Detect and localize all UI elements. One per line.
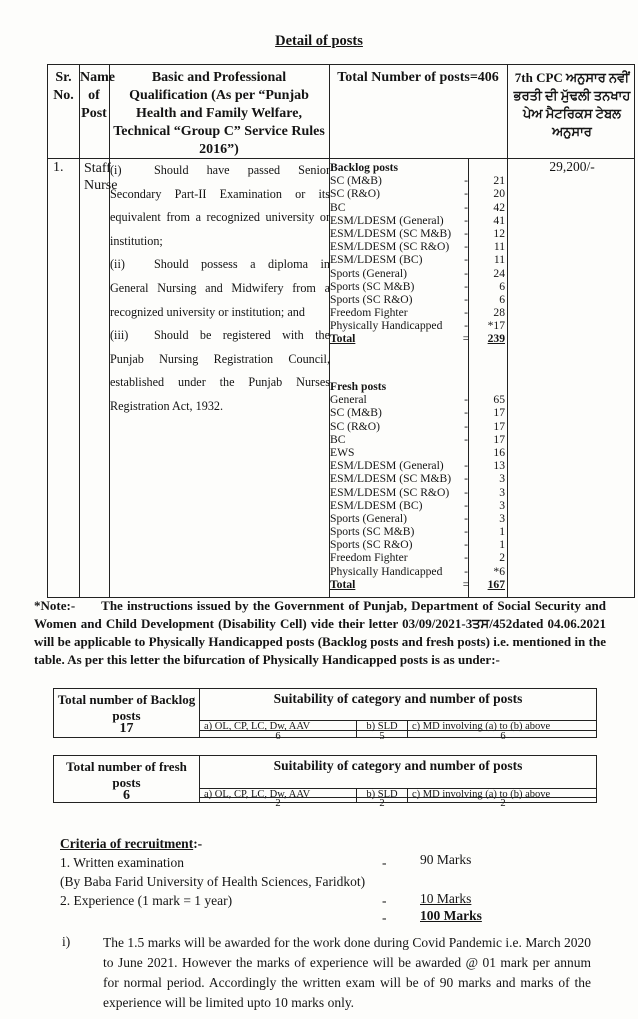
list-item bbox=[330, 280, 508, 293]
point-number: i) bbox=[62, 934, 71, 949]
ph-fresh-total: 6 bbox=[123, 788, 130, 803]
list-item-label: ESM/LDESM (SC R&O) bbox=[330, 240, 450, 254]
list-item-label: Physically Handicapped bbox=[330, 319, 443, 333]
list-item bbox=[330, 420, 508, 433]
list-item-value: 13 bbox=[493, 459, 505, 473]
ph-fresh-right-title: Suitability of category and number of posts bbox=[273, 758, 523, 773]
qualification-item: (ii) Should possess a diploma in General Nursing and Midwifery from a recognized university or institution; and bbox=[110, 257, 330, 319]
list-total-label: Total bbox=[330, 577, 356, 591]
page-title-text: Detail of posts bbox=[275, 33, 363, 49]
list-item-sep: - bbox=[464, 485, 468, 499]
ph-fresh-suitability bbox=[200, 756, 596, 809]
ph-backlog-values bbox=[200, 730, 596, 742]
ph-fresh-left-title: Total number of fresh posts bbox=[66, 759, 187, 790]
header-pay: 7th CPC ਅਨੁਸਾਰ ਨਵੀਂ ਭਰਤੀ ਦੀ ਮੁੱਢਲੀ ਤਨਖਾਹ ਪੇਅ ਮੈਟਰਿਕਸ ਟੇਬਲ ਅਨੁਸਾਰ bbox=[513, 70, 631, 139]
list-heading-text: Backlog posts bbox=[330, 161, 398, 174]
list-item bbox=[330, 433, 508, 446]
list-item bbox=[330, 512, 508, 525]
list-total bbox=[330, 578, 508, 591]
list-heading-text: Fresh posts bbox=[330, 380, 387, 393]
criteria-item-sep: - bbox=[382, 893, 387, 908]
header-name-of-post: Name of Post bbox=[80, 70, 115, 121]
list-item-value: 11 bbox=[493, 253, 505, 267]
criteria-item-value: 90 Marks bbox=[420, 852, 472, 867]
ph-category: b) SLD bbox=[356, 721, 407, 730]
ph-backlog-categories bbox=[200, 720, 596, 730]
list-item bbox=[330, 306, 508, 319]
table-divider bbox=[79, 65, 80, 597]
criteria-total-value: 100 Marks bbox=[420, 908, 482, 923]
list-total-value: 239 bbox=[487, 332, 505, 346]
list-item-sep: - bbox=[464, 174, 468, 188]
list-item bbox=[330, 486, 508, 499]
list-item-sep: - bbox=[464, 279, 468, 293]
ph-value: 2 bbox=[275, 798, 281, 809]
list-item bbox=[330, 319, 508, 332]
list-item-value: 6 bbox=[499, 279, 505, 293]
list-item-value: 28 bbox=[493, 306, 505, 320]
list-item-value: 21 bbox=[493, 174, 505, 188]
list-item-label: Sports (SC M&B) bbox=[330, 525, 415, 539]
list-item bbox=[330, 253, 508, 266]
list-item-value: 24 bbox=[493, 266, 505, 280]
fresh-heading bbox=[330, 380, 508, 393]
list-item-value: 3 bbox=[499, 485, 505, 499]
ph-fresh-values bbox=[200, 797, 596, 809]
ph-fresh-table bbox=[53, 755, 597, 809]
ph-value: 2 bbox=[356, 798, 407, 802]
list-item-sep: - bbox=[464, 432, 468, 446]
list-item-value: 17 bbox=[493, 432, 505, 446]
list-item bbox=[330, 538, 508, 551]
list-total-value: 167 bbox=[487, 577, 505, 591]
list-item-value: 6 bbox=[499, 292, 505, 306]
list-item bbox=[330, 214, 508, 227]
list-item bbox=[330, 187, 508, 200]
list-item-sep: - bbox=[464, 511, 468, 525]
header-sr-no: Sr. No. bbox=[53, 70, 74, 103]
list-item-label: General bbox=[330, 393, 367, 407]
list-item-sep: - bbox=[464, 226, 468, 240]
list-item-value: 1 bbox=[499, 538, 505, 552]
pay-value: 29,200/- bbox=[549, 159, 595, 174]
ph-backlog-total: 17 bbox=[119, 721, 134, 736]
list-item-sep: - bbox=[464, 551, 468, 565]
criteria-total-sep: - bbox=[382, 910, 387, 925]
list-item-sep: - bbox=[464, 419, 468, 433]
list-item-sep: - bbox=[464, 538, 468, 552]
list-item-sep: - bbox=[464, 213, 468, 227]
list-item bbox=[330, 174, 508, 187]
list-item bbox=[330, 565, 508, 578]
list-item-sep: - bbox=[464, 266, 468, 280]
ph-value: 5 bbox=[356, 731, 407, 737]
list-total-sep: = bbox=[462, 332, 470, 346]
criteria-item-label: (By Baba Farid University of Health Sciences, Faridkot) bbox=[60, 874, 366, 889]
header-qualification: Basic and Professional Qualification (As per “Punjab Health and Family Welfare, Technical “Group C” Service Rules 2016”) bbox=[113, 70, 325, 157]
list-item bbox=[330, 201, 508, 214]
list-item-label: SC (R&O) bbox=[330, 187, 380, 201]
list-item-label: ESM/LDESM (SC M&B) bbox=[330, 226, 452, 240]
list-item-label: Freedom Fighter bbox=[330, 306, 408, 320]
list-item-value: 1 bbox=[499, 525, 505, 539]
list-item-value: 2 bbox=[499, 551, 505, 565]
list-item-value: 3 bbox=[499, 498, 505, 512]
list-item-value: 41 bbox=[493, 213, 505, 227]
list-item-label: Freedom Fighter bbox=[330, 551, 408, 565]
ph-category: a) OL, CP, LC, Dw, AAV bbox=[204, 721, 311, 732]
qualifications bbox=[110, 159, 330, 419]
list-item bbox=[330, 446, 508, 459]
list-item-value: 3 bbox=[499, 511, 505, 525]
list-item bbox=[330, 406, 508, 419]
qualification-item: (i) Should have passed Senior Secondary Part-II Examination or its equivalent from a recognized university or institution; bbox=[110, 163, 330, 248]
list-item bbox=[330, 393, 508, 406]
list-item-label: Sports (SC R&O) bbox=[330, 538, 413, 552]
list-item-sep: - bbox=[464, 393, 468, 407]
list-item-sep: - bbox=[464, 240, 468, 254]
ph-backlog-suitability bbox=[200, 689, 596, 742]
list-item bbox=[330, 499, 508, 512]
ph-backlog-left-title: Total number of Backlog posts bbox=[57, 692, 196, 723]
criteria-item-value: 10 Marks bbox=[420, 891, 472, 906]
ph-value: 6 bbox=[275, 731, 281, 742]
list-item-label: ESM/LDESM (BC) bbox=[330, 498, 423, 512]
list-item-sep: - bbox=[464, 200, 468, 214]
list-item-value: 12 bbox=[493, 226, 505, 240]
note-text: *Note:- The instructions issued by the Government of Punjab, Department of Social Security and Women and Child Development (Disability Cell) vide their letter 03/09/2021-3ਤਸ/452dated 04.06.2021 will be applicable to Physically Handicapped posts (Backlog posts and fresh posts) i.e. mentioned in the table. As per this letter the bifurcation of Physically Handicapped posts is as under:- bbox=[34, 598, 606, 667]
list-item bbox=[330, 293, 508, 306]
posts-table bbox=[47, 64, 635, 598]
list-item-sep: - bbox=[464, 525, 468, 539]
list-item-label: SC (M&B) bbox=[330, 174, 382, 188]
list-item-value: *17 bbox=[487, 319, 505, 333]
ph-fresh-categories bbox=[200, 788, 596, 800]
list-item bbox=[330, 227, 508, 240]
list-item-value: 16 bbox=[493, 445, 505, 459]
header-total-posts: Total Number of posts=406 bbox=[337, 70, 499, 85]
list-item bbox=[330, 551, 508, 564]
ph-backlog-table bbox=[53, 688, 597, 742]
criteria-item-label: 2. Experience (1 mark = 1 year) bbox=[60, 893, 233, 908]
ph-value: 6 bbox=[407, 731, 598, 737]
list-item-label: EWS bbox=[330, 445, 355, 459]
list-item-value: 65 bbox=[493, 393, 505, 407]
ph-value: 2 bbox=[407, 798, 598, 802]
list-item-label: Physically Handicapped bbox=[330, 564, 443, 578]
ph-fresh-total-cell bbox=[54, 756, 200, 802]
list-item-label: BC bbox=[330, 200, 346, 214]
list-item-sep: - bbox=[464, 319, 468, 333]
criteria-item-sep: - bbox=[382, 855, 387, 870]
list-item-value: 17 bbox=[493, 406, 505, 420]
list-total bbox=[330, 332, 508, 345]
list-total-label: Total bbox=[330, 332, 356, 346]
list-item bbox=[330, 240, 508, 253]
ph-backlog-right-title: Suitability of category and number of posts bbox=[273, 691, 523, 706]
list-item-sep: - bbox=[464, 292, 468, 306]
list-item-value: *6 bbox=[493, 564, 505, 578]
list-item-sep: - bbox=[464, 564, 468, 578]
list-item-value: 42 bbox=[493, 200, 505, 214]
list-item-value: 3 bbox=[499, 472, 505, 486]
list-total-sep: = bbox=[462, 577, 470, 591]
sr-no: 1. bbox=[53, 160, 64, 175]
list-item bbox=[330, 472, 508, 485]
list-item-label: SC (R&O) bbox=[330, 419, 380, 433]
criteria-heading-suffix: :- bbox=[193, 836, 203, 851]
backlog-posts-list bbox=[330, 161, 508, 346]
list-item-sep: - bbox=[464, 459, 468, 473]
list-item-sep: - bbox=[464, 306, 468, 320]
list-item-label: ESM/LDESM (General) bbox=[330, 459, 444, 473]
list-item-value: 11 bbox=[493, 240, 505, 254]
fresh-posts-list bbox=[330, 380, 508, 591]
list-item bbox=[330, 525, 508, 538]
list-item-label: ESM/LDESM (SC R&O) bbox=[330, 485, 450, 499]
list-item-sep: - bbox=[464, 406, 468, 420]
ph-category: b) SLD bbox=[356, 789, 407, 797]
list-item-label: Sports (SC R&O) bbox=[330, 292, 413, 306]
list-item-label: ESM/LDESM (General) bbox=[330, 213, 444, 227]
point-text: The 1.5 marks will be awarded for the work done during Covid Pandemic i.e. March 2020 to June 2021. However the marks of experience will be awarded @ 01 mark per annum for normal period. Accordingly the written exam will be of 90 marks and marks of the experience will be limited upto 10 marks only. bbox=[103, 935, 591, 1010]
criteria-heading-text: Criteria of recruitment bbox=[60, 836, 194, 851]
ph-backlog-total-cell bbox=[54, 689, 200, 737]
list-item-label: BC bbox=[330, 432, 346, 446]
criteria-item-label: 1. Written examination bbox=[60, 855, 185, 870]
list-item-sep: - bbox=[464, 472, 468, 486]
list-item-label: ESM/LDESM (BC) bbox=[330, 253, 423, 267]
list-item-label: Sports (SC M&B) bbox=[330, 279, 415, 293]
list-item-sep: - bbox=[464, 498, 468, 512]
list-item-value: 17 bbox=[493, 419, 505, 433]
list-item-label: SC (M&B) bbox=[330, 406, 382, 420]
list-item-label: Sports (General) bbox=[330, 511, 407, 525]
list-item-sep: - bbox=[464, 253, 468, 267]
post-name: Staff Nurse bbox=[84, 161, 118, 193]
qualification-item: (iii) Should be registered with the Punjab Nursing Registration Council, established under the Punjab Nurses Registration Act, 1932. bbox=[110, 328, 330, 413]
page-title bbox=[0, 33, 638, 50]
list-item bbox=[330, 267, 508, 280]
ph-category: c) MD involving (a) to (b) above bbox=[407, 789, 598, 797]
criteria-heading bbox=[60, 836, 202, 852]
list-item-label: ESM/LDESM (SC M&B) bbox=[330, 472, 452, 486]
list-item-label: Sports (General) bbox=[330, 266, 407, 280]
ph-category: a) OL, CP, LC, Dw, AAV bbox=[204, 789, 311, 800]
list-item bbox=[330, 459, 508, 472]
backlog-heading bbox=[330, 161, 508, 174]
ph-category: c) MD involving (a) to (b) above bbox=[407, 721, 598, 730]
list-item-value: 20 bbox=[493, 187, 505, 201]
list-item-sep: - bbox=[464, 187, 468, 201]
